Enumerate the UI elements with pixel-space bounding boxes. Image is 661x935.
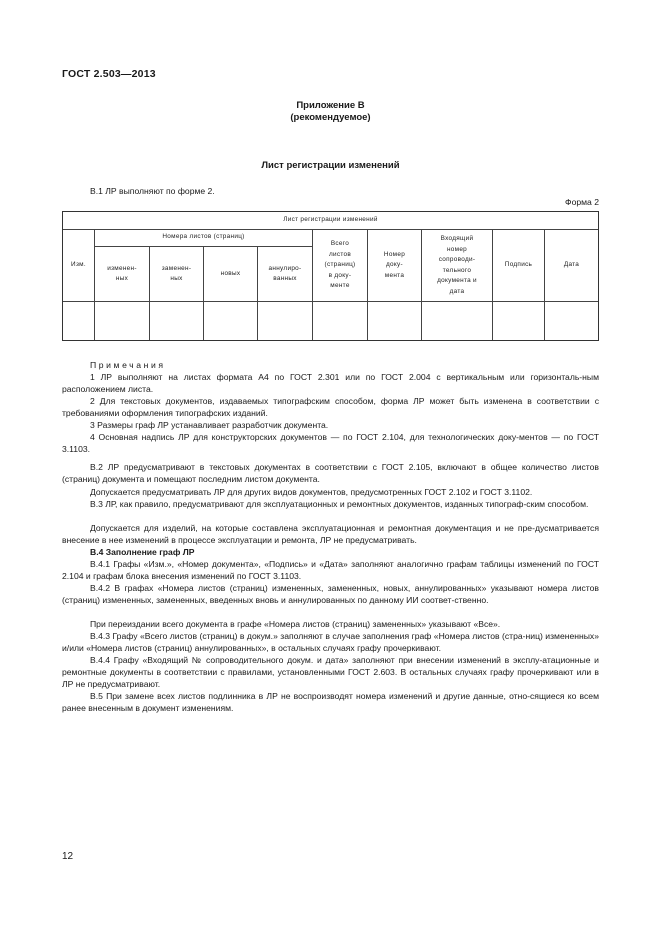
section-title: Лист регистрации изменений xyxy=(261,160,400,171)
col-new-header: новых xyxy=(220,269,241,277)
paragraph-b3-extra: Допускается для изделий, на которые составлена эксплуатационная и ремонтная документация и не пре-дусматривается внесение в нее изменений в процессе эксплуатации и ремонта, ЛР не предусматривать. xyxy=(62,523,599,545)
col-cancelled-header: аннулиро- ванных xyxy=(268,264,302,282)
note-1: 1 ЛР выполняют на листах формата А4 по ГОСТ 2.301 или по ГОСТ 2.004 с вертикальным или горизонталь-ным расположением листа. xyxy=(62,372,599,394)
page-number: 12 xyxy=(62,851,74,862)
col-replaced-header: заменен- ных xyxy=(161,264,192,282)
col-document-number-header: Номер доку- мента xyxy=(383,250,406,279)
col-changed-header: изменен- ных xyxy=(107,264,137,282)
col-total-sheets-header: Всего листов (страниц) в доку- менте xyxy=(324,240,356,290)
appendix-heading xyxy=(0,100,661,124)
paragraph-b42-extra: При переиздании всего документа в графе «Номера листов (страниц) замененных» указывают «Все». xyxy=(90,619,501,629)
document-header: ГОСТ 2.503—2013 xyxy=(62,68,156,80)
note-3: 3 Размеры граф ЛР устанавливает разработчик документа. xyxy=(90,420,329,430)
paragraph-b42: В.4.2 В графах «Номера листов (страниц) измененных, замененных, новых, аннулированных» указывают номера листов (страниц) измененных, замененных, введенных вновь и аннулированных по данному ИИ соответ-ственно. xyxy=(62,583,599,605)
appendix-title: Приложение В xyxy=(296,100,365,111)
form-label: Форма 2 xyxy=(565,197,599,207)
sheet-numbers-group-header: Номера листов (страниц) xyxy=(162,233,245,241)
table-caption: Лист регистрации изменений xyxy=(283,216,378,224)
paragraph-b5: В.5 При замене всех листов подлинника в ЛР не воспроизводят номера изменений и другие данные, отно-сящиеся ко всем ранее внесенным в документ изменениям. xyxy=(62,691,599,713)
paragraph-b43: В.4.3 Графу «Всего листов (страниц) в докум.» заполняют в случае заполнения граф «Номера листов (стра-ниц) измененных» и/или «Номера листов (страниц) аннулированных», в остальных случаях графу прочеркивают. xyxy=(62,631,599,653)
appendix-subtitle: (рекомендуемое) xyxy=(290,112,371,123)
paragraph-b2-extra: Допускается предусматривать ЛР для других видов документов, предусмотренных ГОСТ 2.102 и ГОСТ 3.1102. xyxy=(90,487,533,497)
registration-table xyxy=(62,211,599,341)
col-signature-header: Подпись xyxy=(504,261,533,269)
paragraph-b1: В.1 ЛР выполняют по форме 2. xyxy=(90,186,215,196)
section-b4-title: В.4 Заполнение граф ЛР xyxy=(90,547,195,557)
col-date-header: Дата xyxy=(563,261,580,269)
note-2: 2 Для текстовых документов, издаваемых типографским способом, форма ЛР может быть изменена в соответствии с требованиями оформления типографских изданий. xyxy=(62,396,599,418)
col-izm-header: Изм. xyxy=(71,260,86,268)
paragraph-b3: В.3 ЛР, как правило, предусматривают для эксплуатационных и ремонтных документов, изданных типограф-ским способом. xyxy=(90,499,589,509)
col-incoming-document-header: Входящий номер сопроводи- тельного документа и дата xyxy=(437,235,477,295)
paragraph-b2: В.2 ЛР предусматривают в текстовых документах в соответствии с ГОСТ 2.105, включают в общее количество листов (страниц) документа и помещают последним листом документа. xyxy=(62,462,599,484)
notes-heading: Примечания xyxy=(90,360,166,370)
paragraph-b44: В.4.4 Графу «Входящий № сопроводительного докум. и дата» заполняют при внесении изменений в эксплу-атационные и ремонтные документы в соответствии с правилами, установленными ГОСТ 2.603. В остальных случаях графу прочеркивают или в ЛР не предусматривают. xyxy=(62,655,599,689)
note-4: 4 Основная надпись ЛР для конструкторских документов — по ГОСТ 2.104, для технологических доку-ментов — по ГОСТ 3.1103. xyxy=(62,432,599,454)
paragraph-b41: В.4.1 Графы «Изм.», «Номер документа», «Подпись» и «Дата» заполняют аналогично графам таблицы изменений по ГОСТ 2.104 и графам блока внесения изменений по ГОСТ 3.1103. xyxy=(62,559,599,581)
